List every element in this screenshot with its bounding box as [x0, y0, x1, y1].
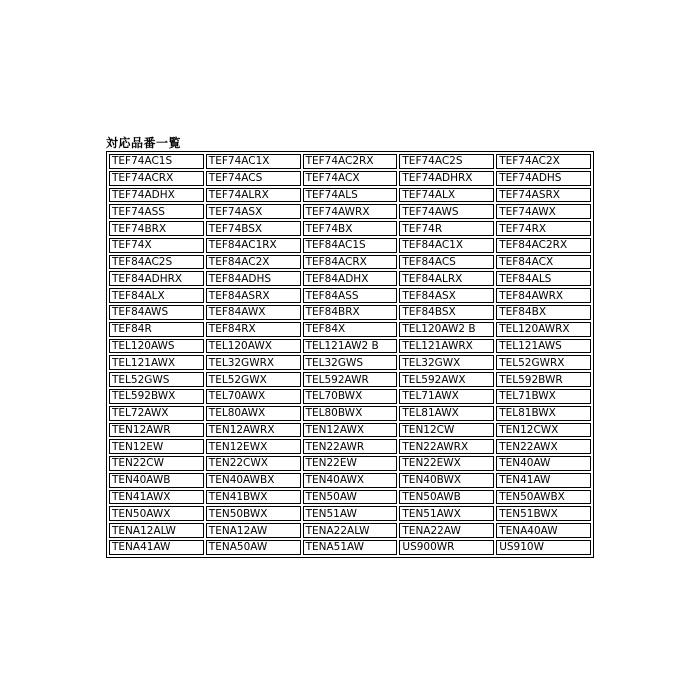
model-number-cell: TEF84ALS: [496, 271, 591, 286]
model-number-cell: TEL81BWX: [496, 406, 591, 421]
page-title: 対応品番一覧: [106, 136, 182, 150]
model-number-cell: TEN22AWX: [496, 439, 591, 454]
model-number-cell: US910W: [496, 540, 591, 555]
model-number-cell: TEF84X: [303, 322, 398, 337]
model-number-cell: TEN22CWX: [206, 456, 301, 471]
model-number-cell: TEN41AW: [496, 473, 591, 488]
table-row: [109, 271, 591, 286]
table-row: [109, 355, 591, 370]
model-number-cell: TEF84ASRX: [206, 288, 301, 303]
model-number-cell: TEF74AWS: [399, 204, 494, 219]
model-number-cell: TEF74AC1X: [206, 154, 301, 169]
table-row: [109, 339, 591, 354]
table-row: [109, 540, 591, 555]
model-number-cell: TEL71BWX: [496, 389, 591, 404]
model-number-cell: TEL72AWX: [109, 406, 204, 421]
model-number-cell: TEF84AWX: [206, 305, 301, 320]
model-number-cell: TEL70AWX: [206, 389, 301, 404]
model-number-cell: TEF84ADHRX: [109, 271, 204, 286]
table-row: [109, 439, 591, 454]
model-number-cell: TEL120AWS: [109, 339, 204, 354]
model-number-cell: TEN40AWX: [303, 473, 398, 488]
model-number-cell: TEN41BWX: [206, 490, 301, 505]
model-number-cell: TEN50AWBX: [496, 490, 591, 505]
model-number-cell: TEN50AW: [303, 490, 398, 505]
model-number-cell: TEF74ASX: [206, 204, 301, 219]
model-number-cell: TEF84ASX: [399, 288, 494, 303]
model-number-cell: TEN40AWBX: [206, 473, 301, 488]
model-number-cell: TEF74ADHS: [496, 171, 591, 186]
model-number-cell: TEF74ADHX: [109, 188, 204, 203]
model-number-cell: TENA50AW: [206, 540, 301, 555]
table-row: [109, 221, 591, 236]
model-number-cell: TEN50AWB: [399, 490, 494, 505]
model-number-cell: TEL592BWR: [496, 372, 591, 387]
model-number-cell: TEL592BWX: [109, 389, 204, 404]
model-number-cell: US900WR: [399, 540, 494, 555]
model-number-cell: TEF74ACRX: [109, 171, 204, 186]
model-number-cell: TEF74ASRX: [496, 188, 591, 203]
model-number-cell: TEF74ALX: [399, 188, 494, 203]
model-number-cell: TEF84ACS: [399, 255, 494, 270]
model-number-cell: TEN22CW: [109, 456, 204, 471]
model-number-cell: TENA40AW: [496, 523, 591, 538]
model-number-cell: TEN40AW: [496, 456, 591, 471]
table-row: [109, 423, 591, 438]
model-number-cell: TEN12CWX: [496, 423, 591, 438]
table-row: [109, 204, 591, 219]
model-number-cell: TEF74AWX: [496, 204, 591, 219]
model-number-cell: TEF84AC2RX: [496, 238, 591, 253]
model-number-cell: TEF84AWS: [109, 305, 204, 320]
model-number-cell: TEN50BWX: [206, 506, 301, 521]
model-number-cell: TEL81AWX: [399, 406, 494, 421]
table-row: [109, 490, 591, 505]
model-number-cell: TEF84RX: [206, 322, 301, 337]
model-number-cell: TEL592AWR: [303, 372, 398, 387]
model-number-cell: TEF74ACS: [206, 171, 301, 186]
model-number-cell: TEF84ACX: [496, 255, 591, 270]
model-number-cell: TEL592AWX: [399, 372, 494, 387]
model-number-cell: TENA12AW: [206, 523, 301, 538]
model-number-cell: TEN12EW: [109, 439, 204, 454]
model-number-cell: TENA22AW: [399, 523, 494, 538]
model-number-cell: TEF74ASS: [109, 204, 204, 219]
table-row: [109, 473, 591, 488]
model-number-cell: TEF74AC2RX: [303, 154, 398, 169]
model-number-cell: TEL70BWX: [303, 389, 398, 404]
model-number-cell: TEN40AWB: [109, 473, 204, 488]
model-number-table: [107, 152, 593, 557]
model-number-cell: TEF84BX: [496, 305, 591, 320]
model-number-cell: TEL52GWX: [206, 372, 301, 387]
model-number-cell: TEF84R: [109, 322, 204, 337]
model-number-cell: TEF74R: [399, 221, 494, 236]
table-row: [109, 238, 591, 253]
table-row: [109, 523, 591, 538]
model-number-cell: TEF74ALRX: [206, 188, 301, 203]
model-number-cell: TEF84ASS: [303, 288, 398, 303]
model-number-cell: TEN12EWX: [206, 439, 301, 454]
model-table-frame: [106, 151, 594, 558]
model-number-cell: TEL121AW2 B: [303, 339, 398, 354]
table-row: [109, 389, 591, 404]
model-number-cell: TENA12ALW: [109, 523, 204, 538]
model-number-cell: TEF74AWRX: [303, 204, 398, 219]
model-number-cell: TEN12AWRX: [206, 423, 301, 438]
table-row: [109, 154, 591, 169]
model-number-cell: TEF74AC2X: [496, 154, 591, 169]
model-number-cell: TEF84ADHS: [206, 271, 301, 286]
model-number-cell: TEF74ADHRX: [399, 171, 494, 186]
model-number-cell: TEL52GWRX: [496, 355, 591, 370]
model-number-cell: TEN40BWX: [399, 473, 494, 488]
model-number-cell: TEL121AWS: [496, 339, 591, 354]
model-number-cell: TEN12CW: [399, 423, 494, 438]
model-number-cell: TEF84AC2X: [206, 255, 301, 270]
model-number-cell: TEF84ADHX: [303, 271, 398, 286]
model-number-cell: TEF74X: [109, 238, 204, 253]
table-row: [109, 456, 591, 471]
model-number-cell: TEF74AC1S: [109, 154, 204, 169]
model-number-cell: TEF74BX: [303, 221, 398, 236]
model-number-cell: TEN22EW: [303, 456, 398, 471]
table-row: [109, 372, 591, 387]
model-number-cell: TEL52GWS: [109, 372, 204, 387]
model-number-cell: TEN12AWR: [109, 423, 204, 438]
model-number-cell: TEL121AWX: [109, 355, 204, 370]
model-number-cell: TEF84AWRX: [496, 288, 591, 303]
model-number-cell: TEF74BSX: [206, 221, 301, 236]
table-row: [109, 188, 591, 203]
model-number-cell: TEN51AW: [303, 506, 398, 521]
model-number-cell: TEL71AWX: [399, 389, 494, 404]
model-number-cell: TEN51BWX: [496, 506, 591, 521]
model-number-cell: TEN51AWX: [399, 506, 494, 521]
model-number-cell: TEF84ACRX: [303, 255, 398, 270]
table-row: [109, 255, 591, 270]
model-number-cell: TEN22AWRX: [399, 439, 494, 454]
model-number-cell: TEL80BWX: [303, 406, 398, 421]
model-number-cell: TEN50AWX: [109, 506, 204, 521]
table-row: [109, 171, 591, 186]
table-row: [109, 322, 591, 337]
model-number-cell: TEL120AWX: [206, 339, 301, 354]
model-number-cell: TEF84BRX: [303, 305, 398, 320]
model-number-cell: TEF74ALS: [303, 188, 398, 203]
model-number-cell: TENA41AW: [109, 540, 204, 555]
model-number-cell: TEF84AC2S: [109, 255, 204, 270]
model-number-cell: TEL120AWRX: [496, 322, 591, 337]
model-number-cell: TEN22EWX: [399, 456, 494, 471]
model-number-cell: TEF74RX: [496, 221, 591, 236]
table-row: [109, 406, 591, 421]
model-number-cell: TEL120AW2 B: [399, 322, 494, 337]
model-number-cell: TEF84AC1RX: [206, 238, 301, 253]
model-number-cell: TEL32GWRX: [206, 355, 301, 370]
table-row: [109, 305, 591, 320]
model-number-cell: TEL32GWX: [399, 355, 494, 370]
model-number-cell: TEN12AWX: [303, 423, 398, 438]
model-number-cell: TEF84ALX: [109, 288, 204, 303]
model-number-cell: TEL80AWX: [206, 406, 301, 421]
model-number-cell: TENA22ALW: [303, 523, 398, 538]
model-number-cell: TEF84ALRX: [399, 271, 494, 286]
model-number-cell: TEN41AWX: [109, 490, 204, 505]
model-table-body: [109, 154, 591, 555]
model-number-cell: TEN22AWR: [303, 439, 398, 454]
model-number-cell: TENA51AW: [303, 540, 398, 555]
model-number-cell: TEF74AC2S: [399, 154, 494, 169]
model-number-cell: TEF74BRX: [109, 221, 204, 236]
model-number-cell: TEF84AC1X: [399, 238, 494, 253]
model-number-cell: TEF74ACX: [303, 171, 398, 186]
table-row: [109, 288, 591, 303]
model-number-cell: TEL121AWRX: [399, 339, 494, 354]
model-number-cell: TEF84AC1S: [303, 238, 398, 253]
table-row: [109, 506, 591, 521]
model-number-cell: TEL32GWS: [303, 355, 398, 370]
model-number-cell: TEF84BSX: [399, 305, 494, 320]
